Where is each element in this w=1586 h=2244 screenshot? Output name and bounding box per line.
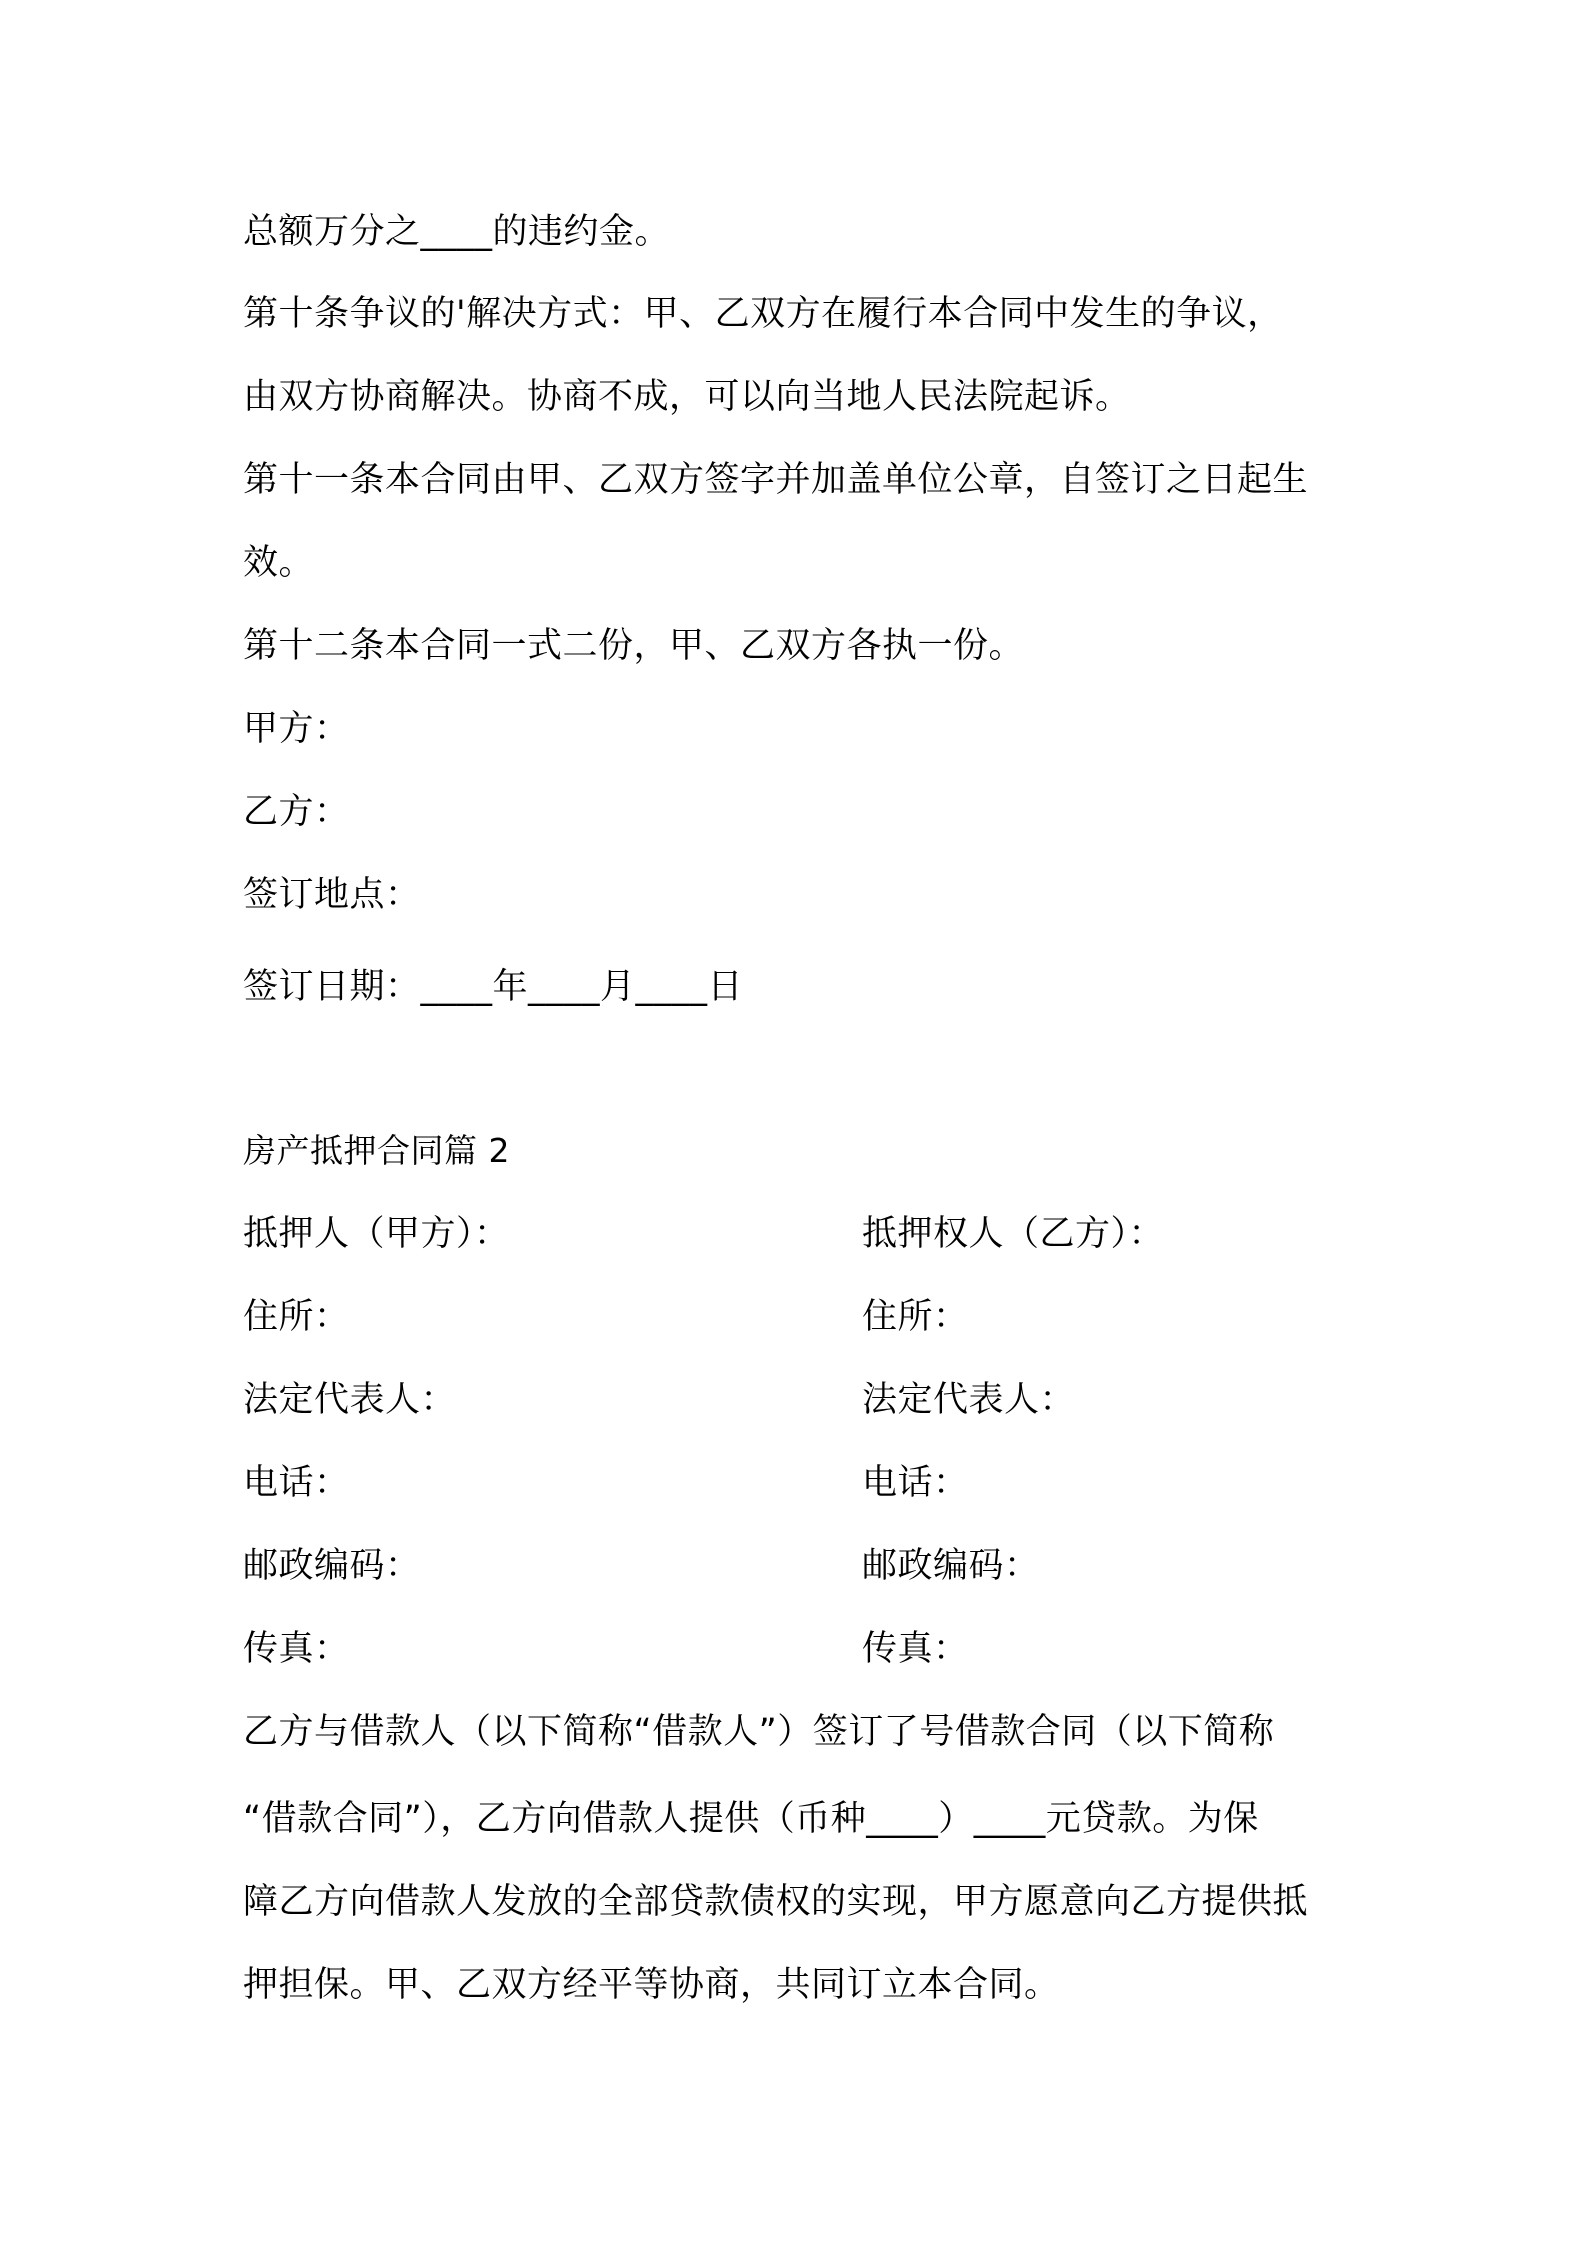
party-a-field: 甲方： <box>243 709 350 749</box>
preamble-line-3: 障乙方向借款人发放的全部贷款债权的实现，甲方愿意向乙方提供抵 <box>243 1882 1309 1922</box>
mortgagee-address-field: 住所： <box>862 1297 969 1337</box>
article-10-line-1: 第十条争议的'解决方式：甲、乙双方在履行本合同中发生的争议， <box>243 294 1283 334</box>
mortgagor-field: 抵押人（甲方）： <box>243 1214 510 1254</box>
preamble-line-1: 乙方与借款人（以下简称“借款人”）签订了号借款合同（以下简称 <box>243 1712 1275 1752</box>
article-11-line-1: 第十一条本合同由甲、乙双方签字并加盖单位公章，自签订之日起生 <box>243 460 1309 500</box>
preamble-line-2: “借款合同”），乙方向借款人提供（币种____）____元贷款。为保 <box>243 1799 1259 1839</box>
mortgagor-fax-field: 传真： <box>243 1629 350 1669</box>
mortgagee-representative-field: 法定代表人： <box>862 1380 1076 1420</box>
party-b-field: 乙方： <box>243 792 350 832</box>
mortgagee-fax-field: 传真： <box>862 1629 969 1669</box>
mortgagor-phone-field: 电话： <box>243 1463 350 1503</box>
mortgagor-address-field: 住所： <box>243 1297 350 1337</box>
mortgagee-phone-field: 电话： <box>862 1463 969 1503</box>
signing-date-field: 签订日期：____年____月____日 <box>243 967 744 1007</box>
preamble-line-4: 押担保。甲、乙双方经平等协商，共同订立本合同。 <box>243 1965 1060 2005</box>
signing-place-field: 签订地点： <box>243 875 421 915</box>
section-title: 房产抵押合同篇 2 <box>243 1131 510 1170</box>
article-10-line-2: 由双方协商解决。协商不成，可以向当地人民法院起诉。 <box>243 377 1131 417</box>
mortgagee-postcode-field: 邮政编码： <box>862 1546 1040 1586</box>
penalty-clause-line: 总额万分之____的违约金。 <box>243 212 671 252</box>
mortgagee-field: 抵押权人（乙方）： <box>862 1214 1165 1254</box>
article-11-line-2: 效。 <box>243 543 315 583</box>
mortgagor-postcode-field: 邮政编码： <box>243 1546 421 1586</box>
article-12-line: 第十二条本合同一式二份，甲、乙双方各执一份。 <box>243 626 1025 666</box>
mortgagor-representative-field: 法定代表人： <box>243 1380 457 1420</box>
